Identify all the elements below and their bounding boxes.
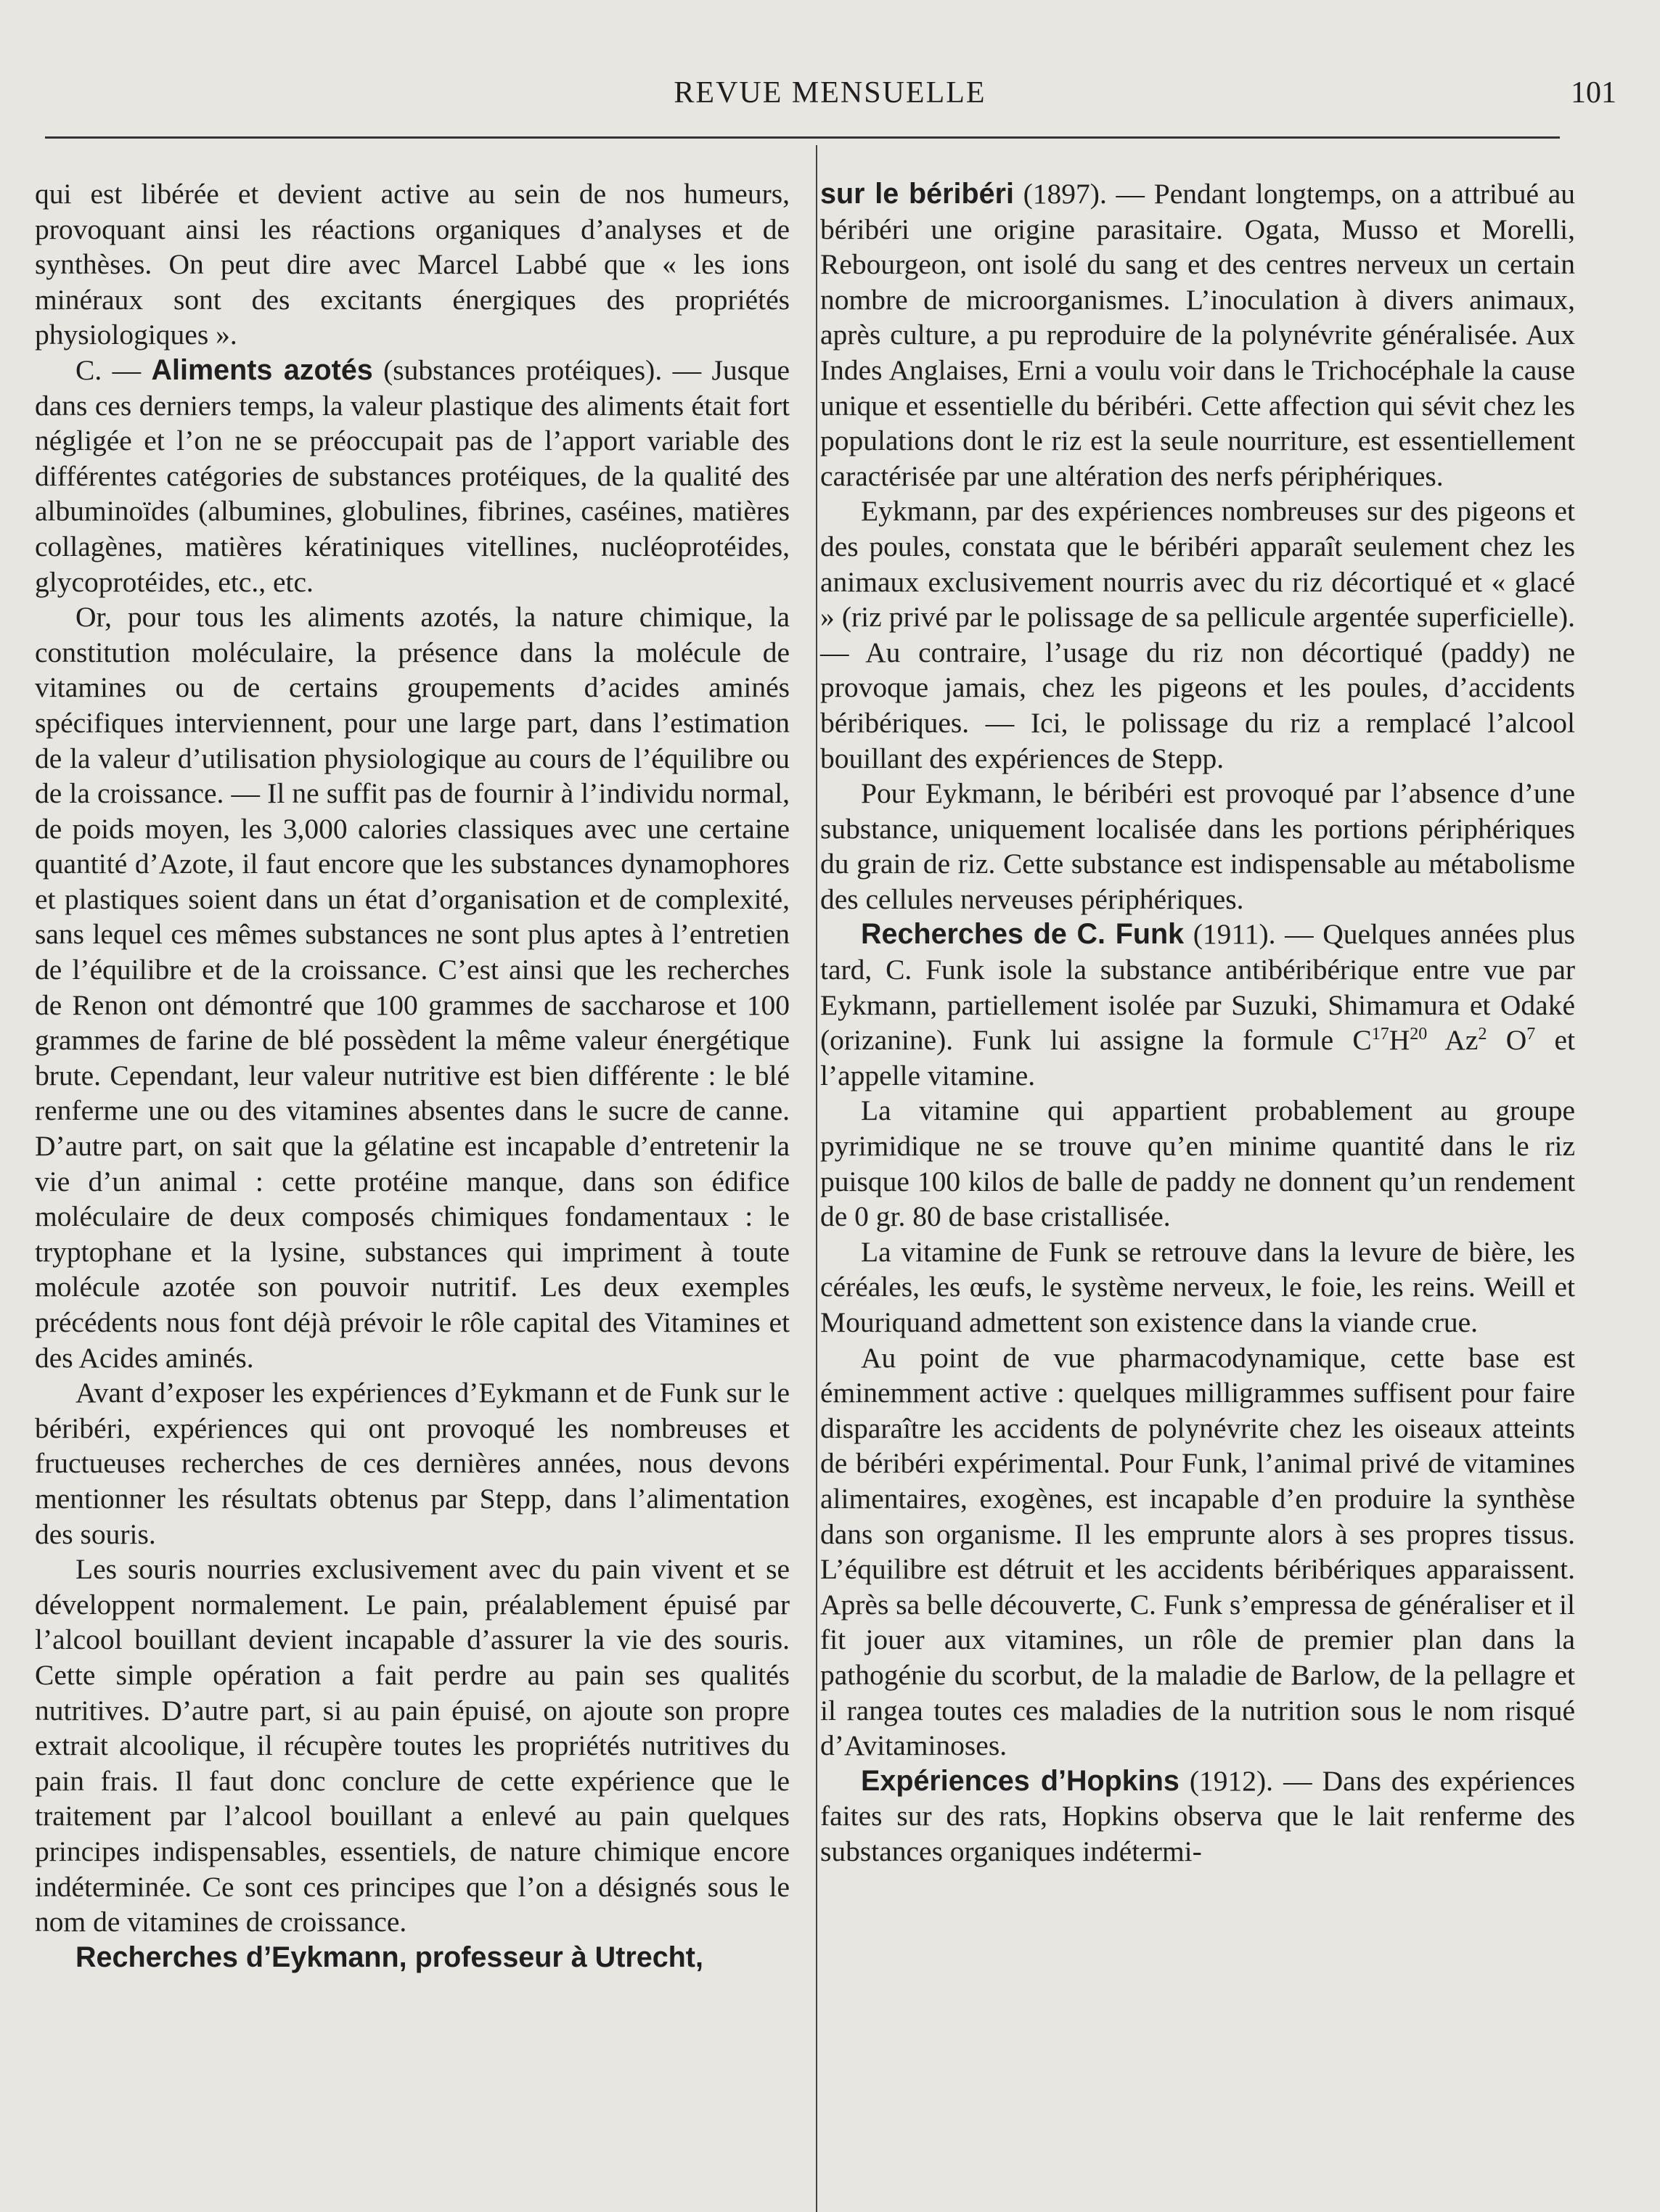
right-column: [820, 176, 1575, 1869]
formula-subscript: 7: [1526, 1025, 1536, 1044]
formula-part: H: [1389, 1024, 1410, 1057]
paragraph: Pour Eykmann, le béribéri est provoqué par l’absence d’une substance, uniquement localisée dans les portions périphériques du grain de riz. Cette substance est indispensable au métabolisme des cellules nerveuses périphériques.: [820, 777, 1575, 915]
formula-part: Az: [1427, 1024, 1479, 1057]
formula-subscript: 2: [1478, 1025, 1487, 1044]
page-number: 101: [1571, 76, 1616, 110]
paragraph: Les souris nourries exclusivement avec du pain vivent et se développent normalement. Le pain, préalablement épuisé par l’alcool bouillant devient incapable d’assurer la vie des souris. Cette simple opération a fait perdre au pain ses qualités nutritives. D’autre part, si au pain épuisé, on ajoute son propre extrait alcoolique, il récupère toutes les propriétés nutritives du pain frais. Il faut donc conclure de cette expérience que le traitement par l’alcool bouillant a enlevé au pain quelques principes indispensables, essentiels, de nature chimique encore indéterminée. Ce sont ces principes que l’on a désignés sous le nom de vitamines de croissance.: [35, 1553, 790, 1938]
section-heading: Recherches de C. Funk: [861, 918, 1185, 951]
formula-subscript: 20: [1410, 1025, 1428, 1044]
paragraph-text: et l’appelle vitamine.: [820, 1024, 1575, 1091]
section-heading: sur le béribéri: [820, 178, 1014, 210]
section-letter: C. —: [75, 353, 142, 386]
paragraph: La vitamine qui appartient probablement au groupe pyrimidique ne se trouve qu’en minime quantité dans le riz puisque 100 kilos de balle de paddy ne donnent qu’un rendement de 0 gr. 80 de base cristallisée.: [820, 1094, 1575, 1233]
paragraph-beriberi: [820, 176, 1575, 493]
paragraph: Avant d’exposer les expériences d’Eykmann et de Funk sur le béribéri, expériences qui ont provoqué les nombreuses et fructueuses recherches de ces dernières années, nous devons mentionner les résultats obtenus par Stepp, dans l’alimentation des souris.: [35, 1377, 790, 1550]
page-header: [44, 75, 1616, 119]
paragraph: La vitamine de Funk se retrouve dans la levure de bière, les céréales, les œufs, le système nerveux, le foie, les reins. Weill et Mouriquand admettent son existence dans la viande crue.: [820, 1235, 1575, 1338]
paragraph-text: (substances protéiques). — Jusque dans ces derniers temps, la valeur plastique des aliments était fort négligée et l’on ne se préoccupait pas de l’apport variable des différentes catégories de substances protéiques, de la qualité des albuminoïdes (albumines, globulines, fibrines, caséines, matières collagènes, matières kératiniques vitellines, nucléoprotéides, glycoprotéides, etc., etc.: [35, 353, 790, 598]
section-heading: Aliments azotés: [151, 353, 373, 386]
column-divider: [816, 145, 817, 2212]
paragraph: Or, pour tous les aliments azotés, la nature chimique, la constitution moléculaire, la présence dans la molécule de vitamines ou de certains groupements d’acides aminés spécifiques interviennent, pour une large part, dans l’estimation de la valeur d’utilisation physiologique au cours de l’équilibre ou de la croissance. — Il ne suffit pas de fournir à l’individu normal, de poids moyen, les 3,000 calories classiques avec une certaine quantité d’Azote, il faut encore que les substances dynamophores et plastiques soient dans un état d’organisation et de complexité, sans lequel ces mêmes substances ne sont plus aptes à l’entretien de l’équilibre et de la croissance. C’est ainsi que les recherches de Renon ont démontré que 100 grammes de saccharose et 100 grammes de farine de blé possèdent la même valeur énergétique brute. Cependant, leur valeur nutritive est bien différente : le blé renferme une ou des vitamines absentes dans le sucre de canne. D’autre part, on sait que la gélatine est incapable d’entretenir la vie d’un animal : cette protéine manque, dans son édifice moléculaire de deux composés chimiques fondamentaux : le tryptophane et la lysine, substances qui impriment à toute molécule azotée son pouvoir nutritif. Les deux exemples précédents nous font déjà prévoir le rôle capital des Vitamines et des Acides aminés.: [35, 601, 790, 1374]
paragraph-text: (1912). — Dans des expériences faites sur des rats, Hopkins observa que le lait renferme des substances organiques indétermi-: [820, 1764, 1575, 1867]
formula-subscript: 17: [1371, 1025, 1389, 1044]
section-heading: Expériences d’Hopkins: [861, 1764, 1179, 1797]
paragraph: Eykmann, par des expériences nombreuses sur des pigeons et des poules, constata que le béribéri apparaît seulement chez les animaux exclusivement nourris avec du riz décortiqué et « glacé » (riz privé par le polissage de sa pellicule argentée superficielle). — Au contraire, l’usage du riz non décortiqué (paddy) ne provoque jamais, chez les pigeons et les poules, d’accidents béribériques. — Ici, le polissage du riz a remplacé l’alcool bouillant des expériences de Stepp.: [820, 495, 1575, 774]
paragraph-hopkins: [820, 1764, 1575, 1869]
paragraph: Au point de vue pharmacodynamique, cette base est éminemment active : quelques milligrammes suffisent pour faire disparaître les accidents de polynévrite chez les oiseaux atteints de béribéri expérimental. Pour Funk, l’animal privé de vitamines alimentaires, exogènes, est incapable d’en produire la synthèse dans son organisme. Il les emprunte alors à ses propres tissus. L’équilibre est détruit et les accidents béribériques apparaissent. Après sa belle découverte, C. Funk s’empressa de généraliser et il fit jouer aux vitamines, un rôle de premier plan dans la pathogénie du scorbut, de la maladie de Barlow, de la pellagre et il rangea toutes ces maladies de la nutrition sous le nom risqué d’Avitaminoses.: [820, 1341, 1575, 1762]
paragraph-aliments-azotes: [35, 353, 790, 599]
paragraph-text: (1911). — Quelques années plus tard, C. Funk isole la substance antibéribérique entre vue par Eykmann, partiellement isolée par Suzuki, Shimamura et Odaké (orizanine). Funk lui assigne la formule C: [820, 918, 1575, 1057]
left-column: [35, 176, 790, 1975]
header-rule: [45, 136, 1560, 139]
running-title: REVUE MENSUELLE: [674, 76, 986, 110]
paragraph: qui est libérée et devient active au sein de nos humeurs, provoquant ainsi les réactions organiques d’analyses et de synthèses. On peut dire avec Marcel Labbé que « les ions minéraux sont des excitants énergiques des propriétés physiologiques ».: [35, 178, 790, 351]
section-heading: Recherches d’Eykmann, professeur à Utrecht,: [75, 1941, 703, 1973]
paragraph-text: (1897). — Pendant longtemps, on a attribué au béribéri une origine parasitaire. Ogata, Musso et Morelli, Rebourgeon, ont isolé du sang et des centres nerveux un certain nombre de microorganismes. L’inoculation à divers animaux, après culture, a pu reproduire de la polynévrite généralisée. Aux Indes Anglaises, Erni a voulu voir dans le Trichocéphale la cause unique et essentielle du béribéri. Cette affection qui sévit chez les populations dont le riz est la seule nourriture, est essentiellement caractérisée par une altération des nerfs périphériques.: [820, 178, 1576, 492]
paragraph-funk: [820, 917, 1575, 1093]
formula-part: O: [1487, 1024, 1527, 1057]
